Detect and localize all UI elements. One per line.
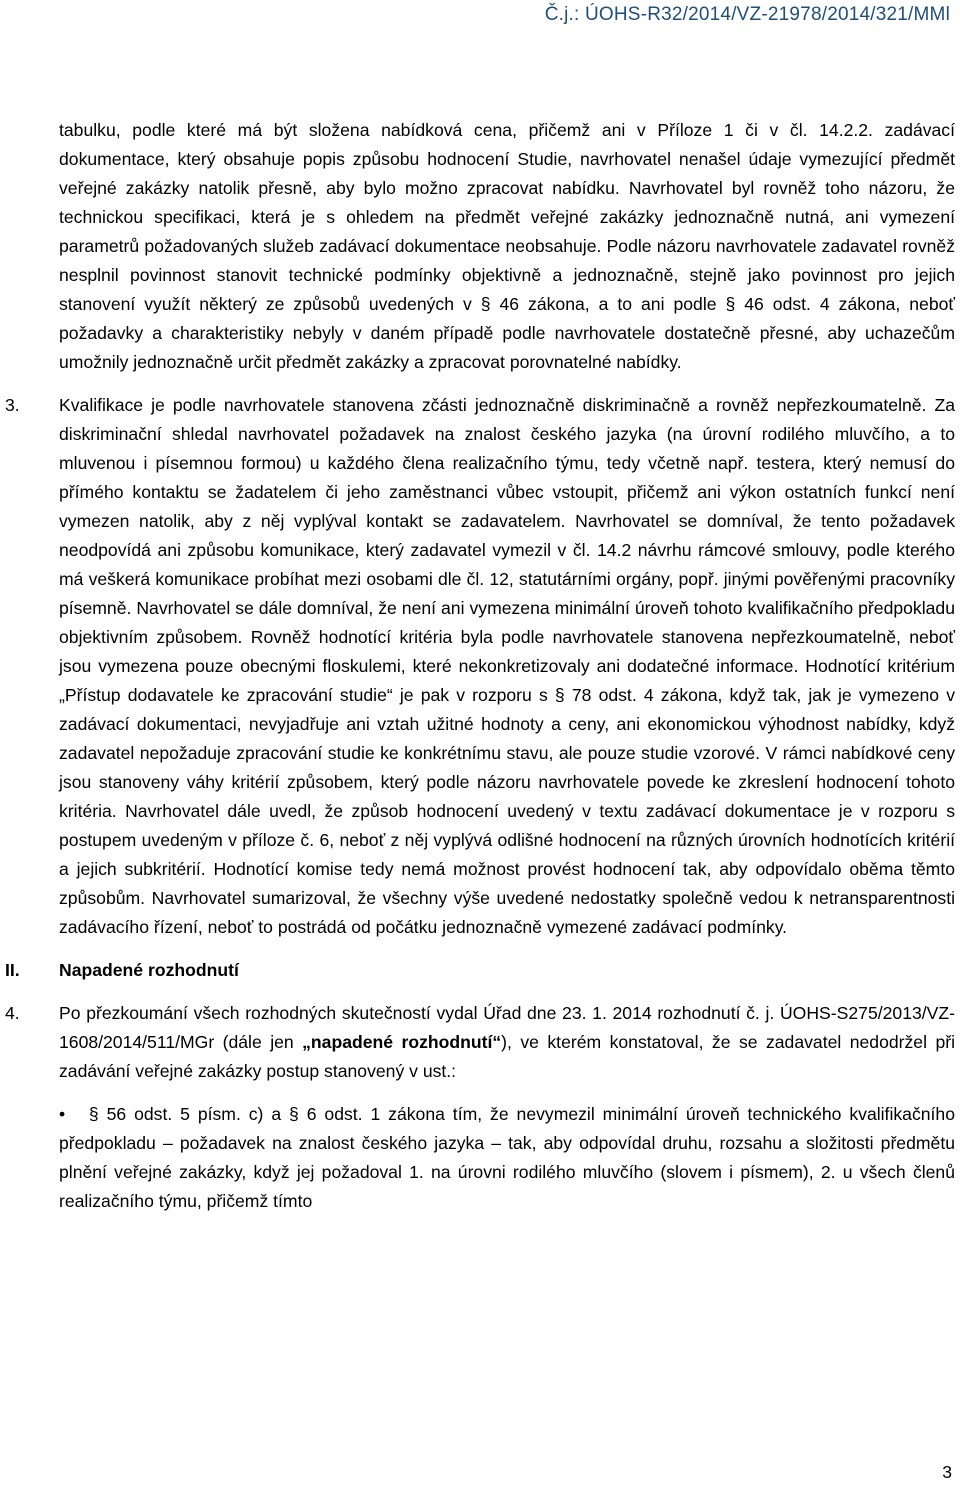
- paragraph-number: 3.: [5, 395, 20, 415]
- intro-paragraph: tabulku, podle které má být složena nabídková cena, přičemž ani v Příloze 1 či v čl. 14.2.2. zadávací dokumentace, který obsahuje popis způsobu hodnocení Studie, navrhovatel nenašel údaje vymezující předmět veřejné zakázky natolik přesně, aby bylo možno zpracovat nabídku. Navrhovatel byl rovněž toho názoru, že technickou specifikaci, která je s ohledem na předmět veřejné zakázky jednoznačně nutná, ani vymezení parametrů požadovaných služeb zadávací dokumentace neobsahuje. Podle názoru navrhovatele zadavatel rovněž nesplnil povinnost stanovit technické podmínky objektivně a jednoznačně, stejně jako povinnost pro jejich stanovení využít některý ze způsobů uvedených v § 46 zákona, a to ani podle § 46 odst. 4 zákona, neboť požadavky a charakteristiky nebyly v daném případě podle navrhovatele dostatečně přesné, aby uchazečům umožnily jednoznačně určit předmět zakázky a zpracovat porovnatelné nabídky.: [59, 120, 955, 372]
- document-body: [5, 116, 955, 1216]
- document-reference-header: Č.j.: ÚOHS-R32/2014/VZ-21978/2014/321/MMl: [544, 4, 950, 25]
- page-number: 3: [942, 1462, 952, 1482]
- bullet-content: § 56 odst. 5 písm. c) a § 6 odst. 1 zákona tím, že nevymezil minimální úroveň technického kvalifikačního předpokladu – požadavek na znalost českého jazyka – tak, aby odpovídal druhu, rozsahu a složitosti předmětu plnění veřejné zakázky, když jej požadoval 1. na úrovni rodilého mluvčího (slovem i písmem), 2. u všech členů realizačního týmu, přičemž tímto: [59, 1104, 955, 1211]
- paragraph-number: 4.: [5, 1003, 20, 1023]
- bullet-item: [59, 1100, 955, 1216]
- paragraph-text: Kvalifikace je podle navrhovatele stanovena zčásti jednoznačně diskriminačně a rovněž nepřezkoumatelně. Za diskriminační shledal navrhovatel požadavek na znalost českého jazyka (na úrovní rodilého mluvčího, a to mluvenou i písemnou formou) u každého člena realizačního týmu, tedy včetně např. testera, který nemusí do přímého kontaktu se žadatelem či jeho zaměstnanci vůbec vstoupit, přičemž ani výkon ostatních funkcí není vymezen natolik, aby z něj vyplýval kontakt se zadavatelem. Navrhovatel se domníval, že tento požadavek neodpovídá ani způsobu komunikace, který zadavatel vymezil v čl. 14.2 návrhu rámcové smlouvy, podle kterého má veškerá komunikace probíhat mezi osobami dle čl. 12, statutárními orgány, popř. jinými pověřenými pracovníky písemně. Navrhovatel se dále domníval, že není ani vymezena minimální úroveň tohoto kvalifikačního předpokladu objektivním způsobem. Rovněž hodnotící kritéria byla podle navrhovatele stanovena nepřezkoumatelně, neboť jsou vymezena pouze obecnými floskulemi, které nekonkretizovaly ani dodatečné informace. Hodnotící kritérium „Přístup dodavatele ke zpracování studie“ je pak v rozporu s § 78 odst. 4 zákona, když tak, jak je vymezeno v zadávací dokumentaci, nevyjadřuje ani vztah užitné hodnoty a ceny, ani ekonomickou výhodnost nabídky, když zadavatel nepožaduje zpracování studie ke konkrétnímu stavu, ale pouze studie vzorové. V rámci nabídkové ceny jsou stanoveny váhy kritérií způsobem, který podle názoru navrhovatele povede ke zkreslení hodnocení tohoto kritéria. Navrhovatel dále uvedl, že způsob hodnocení uvedený v textu zadávací dokumentace je v rozporu s postupem uvedeným v příloze č. 6, neboť z něj vyplývá odlišné hodnocení na různých úrovních hodnotících kritérií a jejich subkritérií. Hodnotící komise tedy nemá možnost provést hodnocení tak, aby odpovídalo oběma těmto způsobům. Navrhovatel sumarizoval, že všechny výše uvedené nedostatky společně vedou k netransparentnosti zadávacího řízení, neboť to postrádá od počátku jednoznačně vymezené zadávací podmínky.: [59, 395, 955, 937]
- paragraph-4: [5, 999, 955, 1086]
- bullet-marker: •: [59, 1104, 66, 1124]
- section-title: Napadené rozhodnutí: [59, 960, 239, 980]
- section-number: II.: [5, 960, 20, 980]
- paragraph-3: [5, 391, 955, 942]
- paragraph-text: [59, 999, 955, 1086]
- section-heading: [5, 956, 955, 985]
- text-segment: ), ve kterém konstatoval, že se zadavatel nedodržel při zadávání veřejné zakázky postup stanovený v ust.:: [59, 1032, 955, 1081]
- bold-term: „napadené rozhodnutí“: [302, 1032, 502, 1052]
- bullet-text: [59, 1100, 955, 1216]
- text-segment: Po přezkoumání všech rozhodných skutečností vydal Úřad dne 23. 1. 2014 rozhodnutí č. j. ÚOHS-S275/2013/VZ-1608/2014/511/MGr (dále jen: [59, 1003, 955, 1052]
